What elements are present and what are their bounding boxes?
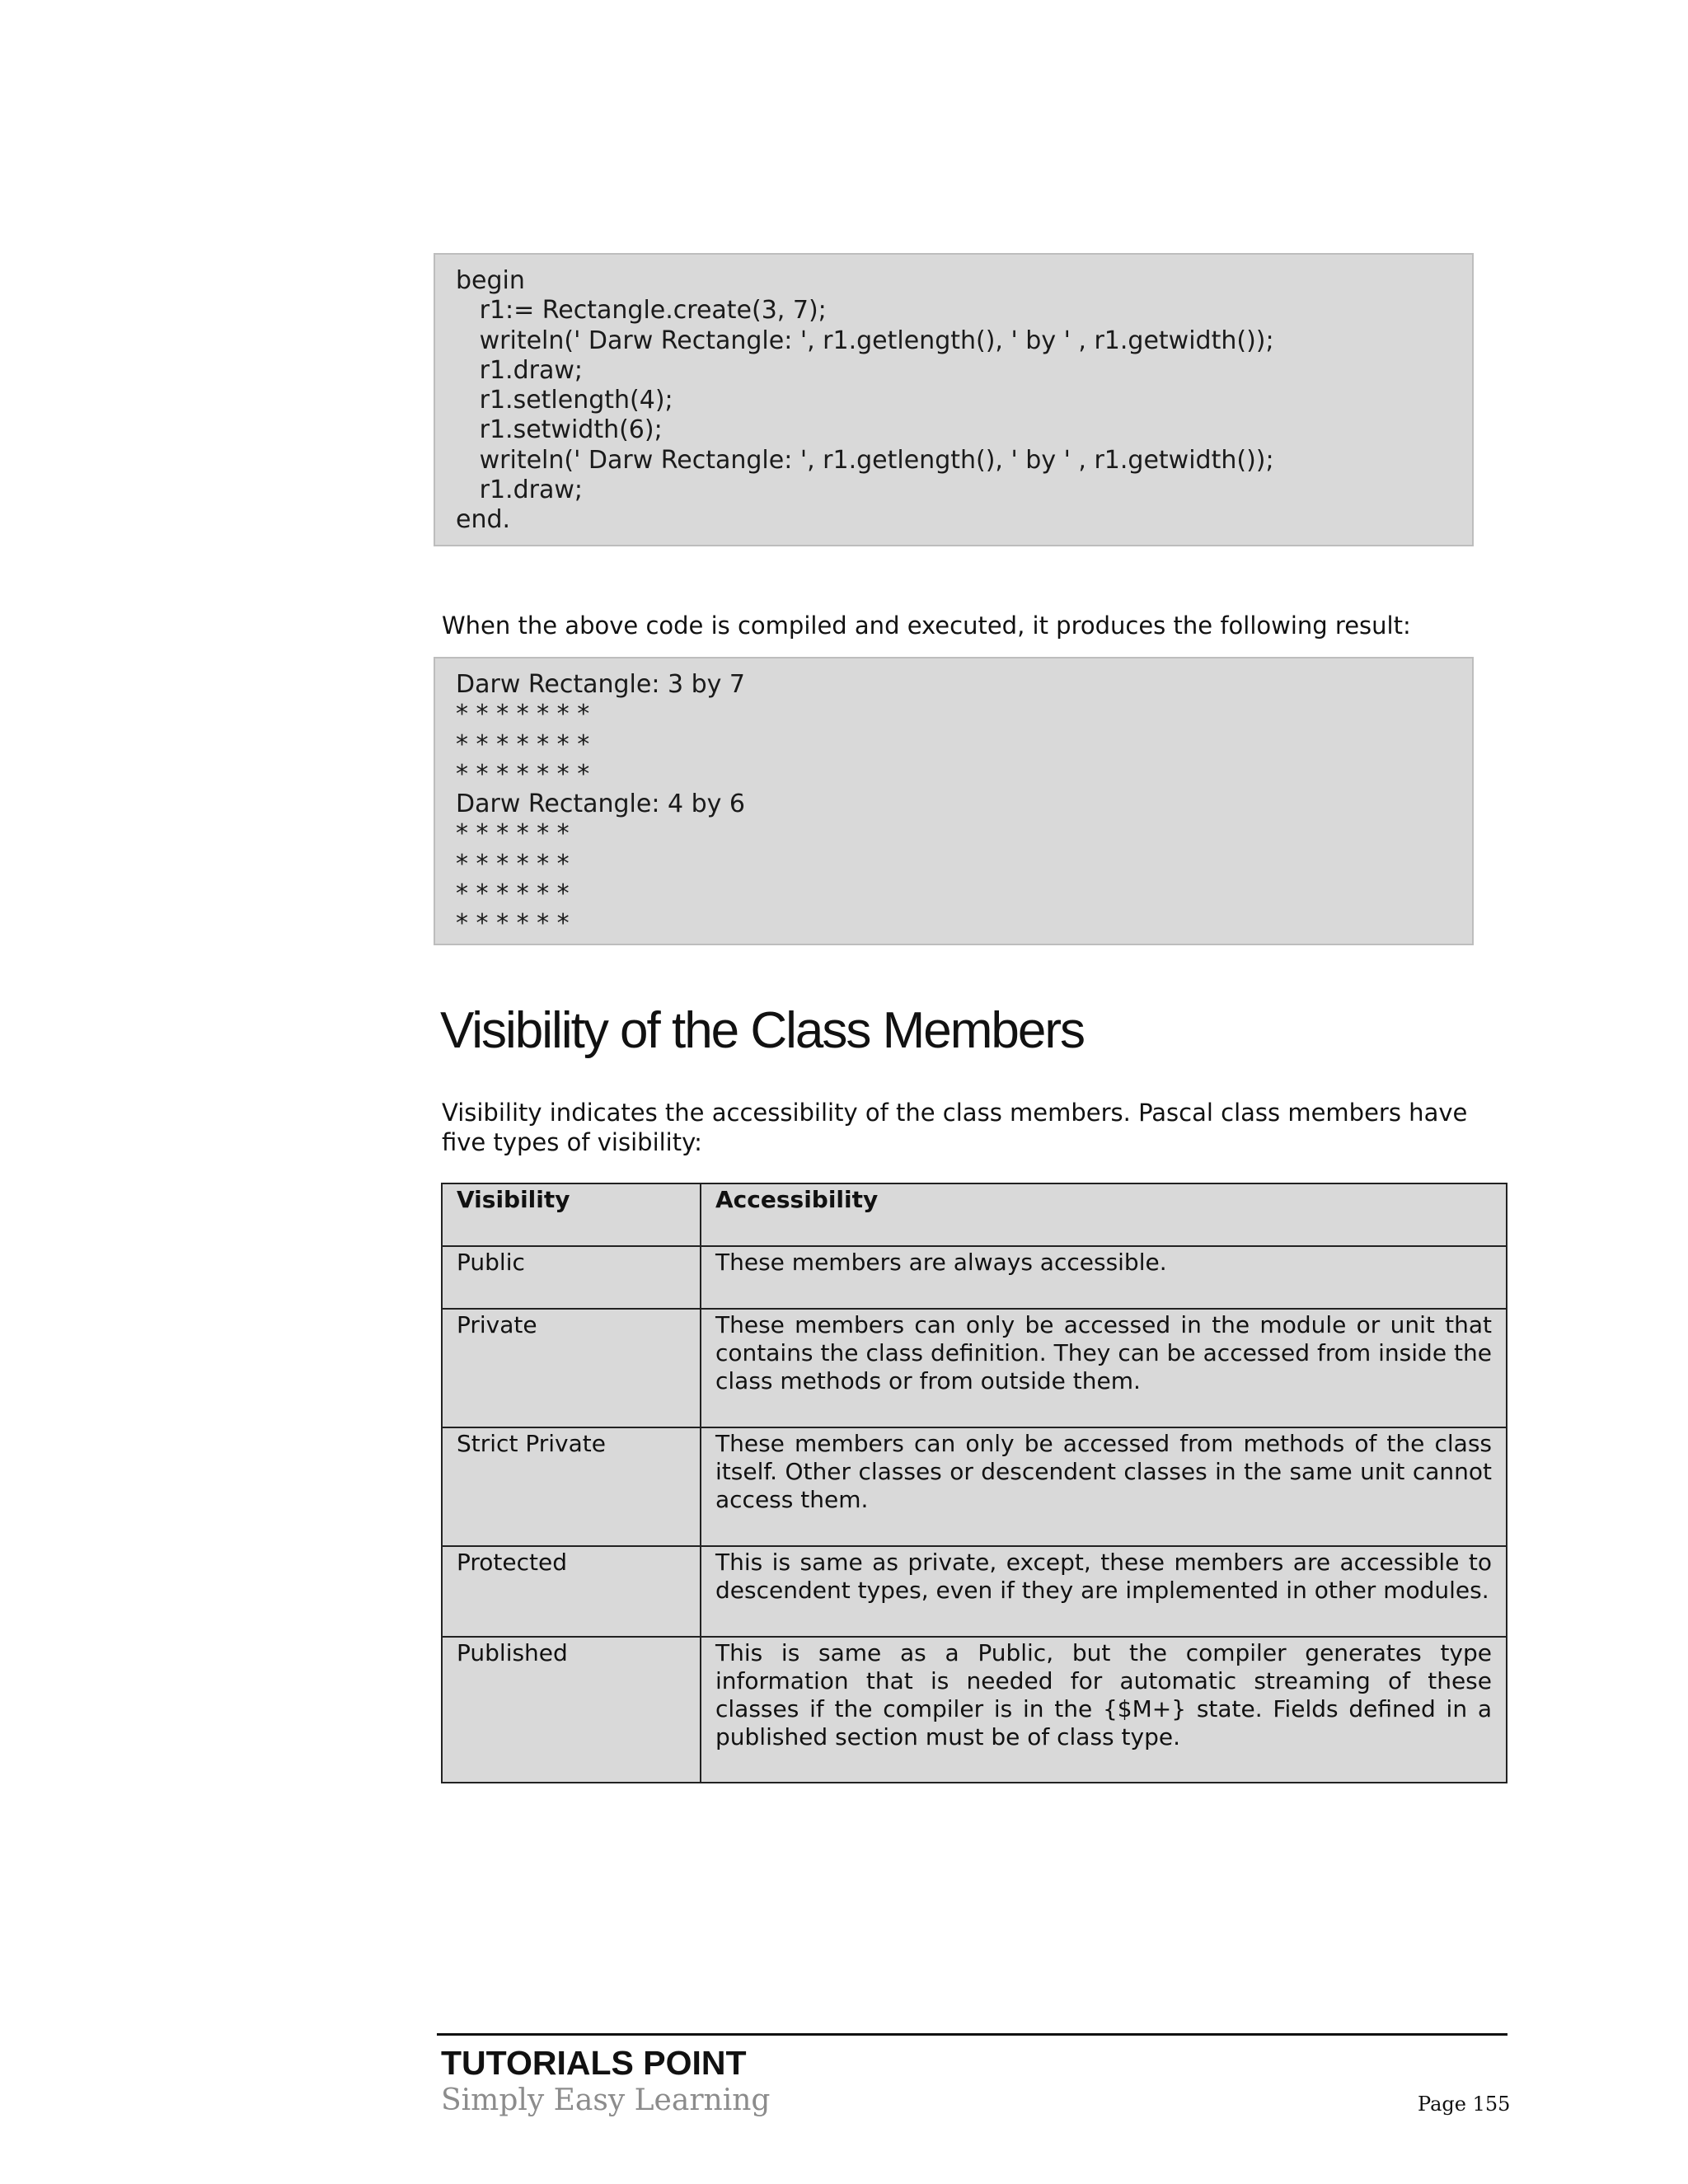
accessibility-cell: This is same as a Public, but the compiler generates type information that is needed for automatic streaming of these classes if the compiler is in the {$M+} state. Fields defined in a published section must be of class type. <box>701 1637 1507 1783</box>
footer-brand: TUTORIALS POINT <box>441 2044 747 2082</box>
visibility-cell: Strict Private <box>442 1427 701 1546</box>
code-line: r1.setlength(4); <box>456 386 673 415</box>
output-block <box>434 657 1474 945</box>
output-line: * * * * * * * <box>456 729 590 759</box>
table-header-row <box>442 1183 1507 1246</box>
code-line: r1:= Rectangle.create(3, 7); <box>456 296 827 326</box>
visibility-cell: Public <box>442 1246 701 1309</box>
intro-paragraph: When the above code is compiled and executed, it produces the following result: <box>442 612 1411 640</box>
code-line: r1.draw; <box>456 355 583 385</box>
section-heading: Visibility of the Class Members <box>440 1002 1085 1059</box>
accessibility-cell: These members can only be accessed in the module or unit that contains the class definition. They can be accessed from inside the class methods or from outside them. <box>701 1309 1507 1427</box>
code-line: writeln(' Darw Rectangle: ', r1.getlength(), ' by ' , r1.getwidth()); <box>456 326 1274 355</box>
table-row <box>442 1637 1507 1783</box>
output-line: Darw Rectangle: 4 by 6 <box>456 790 746 819</box>
visibility-cell: Private <box>442 1309 701 1427</box>
visibility-cell: Protected <box>442 1546 701 1637</box>
code-line: writeln(' Darw Rectangle: ', r1.getlength(), ' by ' , r1.getwidth()); <box>456 445 1274 475</box>
column-header-accessibility: Accessibility <box>701 1183 1507 1246</box>
code-line: r1.setwidth(6); <box>456 415 663 445</box>
accessibility-cell: These members can only be accessed from methods of the class itself. Other classes or descendent classes in the same unit cannot access them. <box>701 1427 1507 1546</box>
output-line: * * * * * * * <box>456 700 590 729</box>
table-row <box>442 1546 1507 1637</box>
output-line: * * * * * * <box>456 909 570 939</box>
output-line: * * * * * * * <box>456 759 590 789</box>
table-row <box>442 1427 1507 1546</box>
code-line: end. <box>456 505 511 535</box>
code-block <box>434 253 1474 546</box>
accessibility-cell: This is same as private, except, these members are accessible to descendent types, even if they are implemented in other modules. <box>701 1546 1507 1637</box>
visibility-table <box>441 1183 1507 1783</box>
output-line: Darw Rectangle: 3 by 7 <box>456 670 746 699</box>
code-line: begin <box>456 266 525 295</box>
output-line: * * * * * * <box>456 879 570 909</box>
table-row <box>442 1309 1507 1427</box>
footer-tagline: Simply Easy Learning <box>441 2083 771 2117</box>
column-header-visibility: Visibility <box>442 1183 701 1246</box>
page-number: Page 155 <box>1418 2093 1511 2116</box>
visibility-cell: Published <box>442 1637 701 1783</box>
accessibility-cell: These members are always accessible. <box>701 1246 1507 1309</box>
table-row <box>442 1246 1507 1309</box>
code-line: r1.draw; <box>456 476 583 505</box>
output-line: * * * * * * <box>456 819 570 849</box>
footer-divider <box>437 2033 1507 2036</box>
output-line: * * * * * * <box>456 849 570 879</box>
section-description: Visibility indicates the accessibility of the class members. Pascal class members have five types of visibility: <box>442 1099 1468 1156</box>
